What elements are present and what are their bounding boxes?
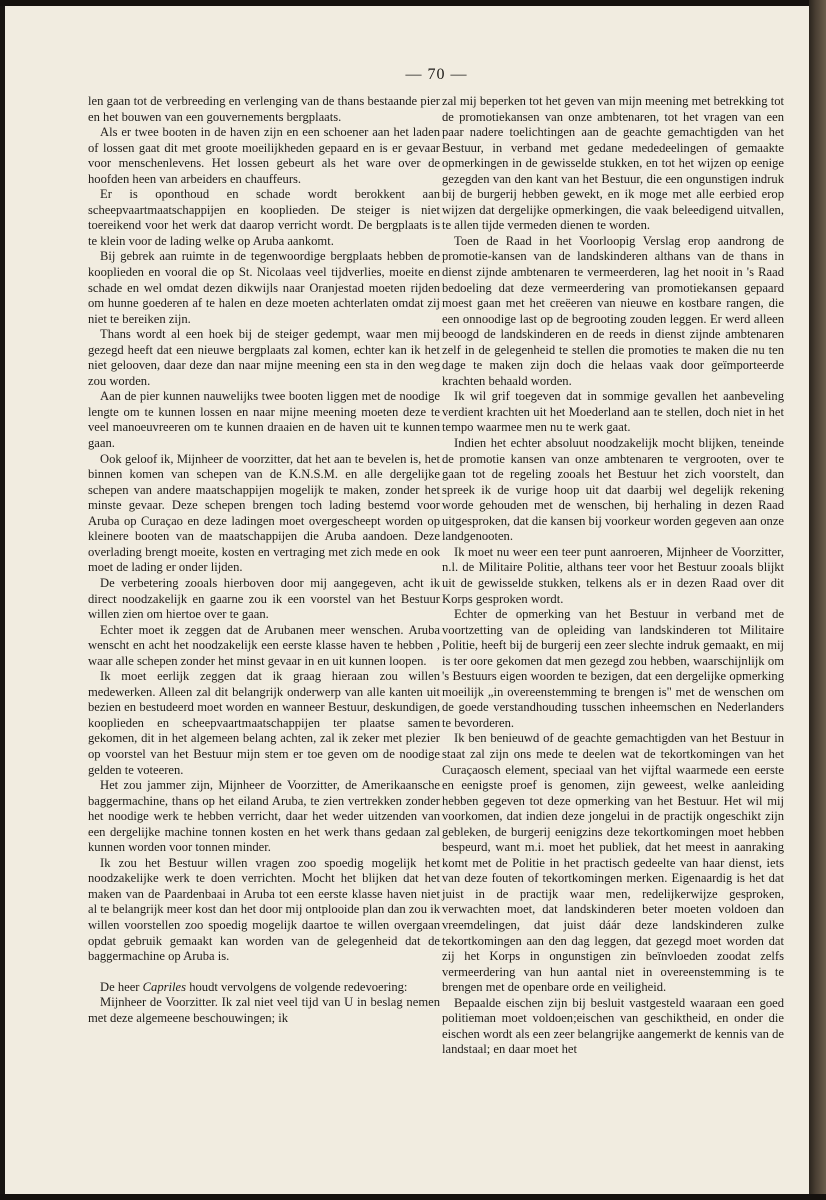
paragraph: Thans wordt al een hoek bij de steiger gedempt, waar men mij gezegd heeft dat een nieuwe bergplaats zal komen, echter kan ik het niet gelooven, daar deze dan naar mijne meening een sta in den weg zou worden. bbox=[88, 327, 440, 388]
page-number: — 70 — bbox=[405, 66, 468, 83]
speaker-intro-prefix: De heer bbox=[100, 979, 143, 994]
paragraph: Het zou jammer zijn, Mijnheer de Voorzitter, de Amerikaansche baggermachine, thans op het eiland Aruba, te zien vertrekken zonder het noodige werk te hebben verricht, daar het weder uitzenden van een dergelijke machine tonnen kosten en het werk thans gedaan zal kunnen worden voor tonnen minder. bbox=[88, 778, 440, 855]
paragraph: Echter moet ik zeggen dat de Arubanen meer wenschen. Aruba wenscht en acht het noodzakelijk een eerste klasse haven te hebben , waar alle schepen zonder het minst gevaar in en uit kunnen loopen. bbox=[88, 622, 440, 668]
speaker-name: Capriles bbox=[142, 979, 187, 994]
speaker-intro-suffix: houdt vervolgens de volgende redevoering: bbox=[186, 979, 408, 994]
book-spine-edge bbox=[809, 0, 826, 1200]
paragraph: Ik moet eerlijk zeggen dat ik graag hieraan zou willen medewerken. Alleen zal dit belangrijk onderwerp van alle kanten uit bezien en bestudeerd moet worden en wanneer Bestuur, deskundigen, kooplieden en scheepvaartmaatschappijen ter plaatse samen gekomen, dit in het algemeen belang achten, zal ik zeker met plezier op voorstel van het Bestuur mijn stem er toe geven om de noodige gelden te voteeren. bbox=[88, 669, 440, 777]
paragraph: De verbetering zooals hierboven door mij aangegeven, acht ik direct noodzakelijk en gaarne zou ik een voorstel van het Bestuur willen zien om hiertoe over te gaan. bbox=[88, 575, 440, 622]
speaker-intro bbox=[88, 980, 440, 996]
paragraph: zal mij beperken tot het geven van mijn meening met betrekking tot de promotiekansen van onze ambtenaren, tot het vragen van een paar nadere toelichtingen aan de geachte gemachtigden van het Bestuur, in verband met gedane mededeelingen of gemaakte opmerkingen in de gewisselde stukken, en tot het wijzen op eenige gezegden van den kant van het Bestuur, die een ongunstigen indruk bij de burgerij hebben gewekt, en ik moge met alle eerbied erop wijzen dat dergelijke opmerkingen, die vaak beleedigend uitvallen, te allen tijde vermeden dienen te worden. bbox=[442, 94, 784, 233]
paragraph: Ook geloof ik, Mijnheer de voorzitter, dat het aan te bevelen is, het binnen komen van schepen van de K.N.S.M. en alle dergelijke schepen van andere maatschappijen mogelijk te maken, zonder het minste gevaar. Deze schepen brengen toch lading bestemd voor Aruba op Curaçao en deze ladingen moet overgescheept worden op kleinere booten van de maatschappijen die Aruba aandoen. Deze overlading brengt moeite, kosten en vertraging met zich mede en ook moet de lading er onder lijden. bbox=[88, 451, 440, 575]
paragraph: Mijnheer de Voorzitter. Ik zal niet veel tijd van U in beslag nemen met deze algemeene beschouwingen; ik bbox=[88, 995, 440, 1025]
paragraph: Toen de Raad in het Voorloopig Verslag erop aandrong de promotie-kansen van de landskinderen althans van de thans in dienst zijnde ambtenaren te vermeerderen, lag het nooit in 's Raad bedoeling dat deze vermeerdering van promotiekansen gepaard moest gaan met het creëeren van nieuwe en kostbare rangen, die een onnoodige last op de begrooting zouden leggen. Er werd alleen beoogd de landskinderen en de reeds in dienst zijnde ambtenaren zelf in de gelegenheid te stellen die promoties te maken die nu ten dage te maken zijn doch die helaas vaak door geïmporteerde krachten behaald worden. bbox=[442, 233, 784, 388]
paragraph: Echter de opmerking van het Bestuur in verband met de voortzetting van de opleiding van landskinderen tot Militaire Politie, heeft bij de burgerij een zeer slechte indruk gemaakt, en mij is ter oore gekomen dat men gezegd zou hebben, waarschijnlijk om 's Bestuurs eigen woorden te bezigen, dat een dergelijke opmerking moeilijk „in overeenstemming te brengen is" met de wenschen om de goede verstandhouding tusschen inheemschen en Nederlanders te bevorderen. bbox=[442, 607, 784, 730]
paragraph: Als er twee booten in de haven zijn en een schoener aan het laden of lossen gaat dit met groote moeilijkheden gepaard en is er gevaar voor menschenlevens. Het lossen gebeurt als het ware over de hoofden heen van arbeiders en chauffeurs. bbox=[88, 125, 440, 186]
paragraph: Ik zou het Bestuur willen vragen zoo spoedig mogelijk het noodzakelijke werk te doen verrichten. Mocht het blijken dat het maken van de Paardenbaai in Aruba tot een eerste klasse haven niet al te belangrijk meer kost dan het door mij ontplooide plan dan zou ik willen voorstellen zoo spoedig mogelijk daartoe te willen overgaan opdat gebruik gemaakt kan worden van de gelegenheid dat de baggermachine op Aruba is. bbox=[88, 855, 440, 964]
paragraph: Ik moet nu weer een teer punt aanroeren, Mijnheer de Voorzitter, n.l. de Militaire Politie, althans teer voor het Bestuur zooals blijkt uit de gewisselde stukken, telkens als er in dezen Raad over dit Korps gesproken wordt. bbox=[442, 544, 784, 606]
paragraph: Bij gebrek aan ruimte in de tegenwoordige bergplaats hebben de kooplieden en vooral die op St. Nicolaas veel tijdverlies, moeite en schade en wel omdat dezen dikwijls naar Oranjestad moeten rijden om hunne goederen af te halen en deze moeten achterlaten omdat zij niet te bereiken zijn. bbox=[88, 249, 440, 326]
paragraph: Indien het echter absoluut noodzakelijk mocht blijken, teneinde de promotie kansen van onze ambtenaren te vergrooten, over te gaan tot de regeling zooals het Bestuur het zich voorstelt, dan spreek ik de vurige hoop uit dat daarbij wel degelijk rekening worde gehouden met de wenschen, bij herhaling in dezen Raad uitgesproken, dat die kansen bij voorkeur worden gegeven aan onze landgenooten. bbox=[442, 436, 785, 544]
paragraph: len gaan tot de verbreeding en verlenging van de thans bestaande pier en het bouwen van een gouvernements bergplaats. bbox=[88, 94, 440, 124]
scan-border-bottom bbox=[0, 1194, 826, 1200]
right-column bbox=[442, 94, 784, 1058]
paragraph: Bepaalde eischen zijn bij besluit vastgesteld waaraan een goed politieman moet voldoen;eischen van geschiktheid, en onder die eischen wordt als een zeer belangrijke aangemerkt de kennis van de landstaal; en daar moet het bbox=[442, 995, 784, 1057]
paragraph: Ik ben benieuwd of de geachte gemachtigden van het Bestuur in staat zal zijn ons mede te deelen wat de tekortkomingen van het Curaçaosch element, speciaal van het vijftal waarmede een eerste en eenigste proef is genomen, zijn geweest, welke aanleiding hebben gegeven tot deze opmerking van het Bestuur. Het wil mij voorkomen, dat indien deze jongelui in de practijk ongeschikt zijn gebleken, de burgerij eenigzins deze tekortkomingen moet hebben bespeurd, want m.i. moet het publiek, dat het meest in aanraking komt met de Politie in het practisch gedeelte van haar dienst, iets van deze fouten of tekortkomingen merken. Eigenaardig is het dat juist in de practijk waar men, redelijkerwijze gesproken, verwachten moet, dat landskinderen beter moeten voldoen dan vreemdelingen, dat juist dáár deze landskinderen zulke tekortkomingen aan den dag leggen, dat gezegd moet worden dat zij het Korps in ongunstigen zin beïnvloeden zoodat zelfs vermeerdering van hun aantal niet in overeenstemming is te brengen met de openbare orde en veiligheid. bbox=[442, 731, 784, 995]
paragraph: Aan de pier kunnen nauwelijks twee booten liggen met de noodige lengte om te kunnen lossen en naar mijne meening moeten deze te veel manoeuvreeren om te kunnen draaien en de haven uit te kunnen gaan. bbox=[88, 389, 440, 451]
paragraph: Ik wil grif toegeven dat in sommige gevallen het aanbeveling verdient krachten uit het Moederland aan te stellen, doch niet in het tempo waarmee men nu te werk gaat. bbox=[442, 389, 784, 435]
left-column bbox=[88, 94, 440, 1026]
paragraph: Er is oponthoud en schade wordt berokkent aan scheepvaartmaatschappijen en kooplieden. De steiger is niet toereikend voor het werk dat daarop verricht wordt. De bergplaats is te klein voor de lading welke op Aruba aankomt. bbox=[88, 187, 440, 248]
